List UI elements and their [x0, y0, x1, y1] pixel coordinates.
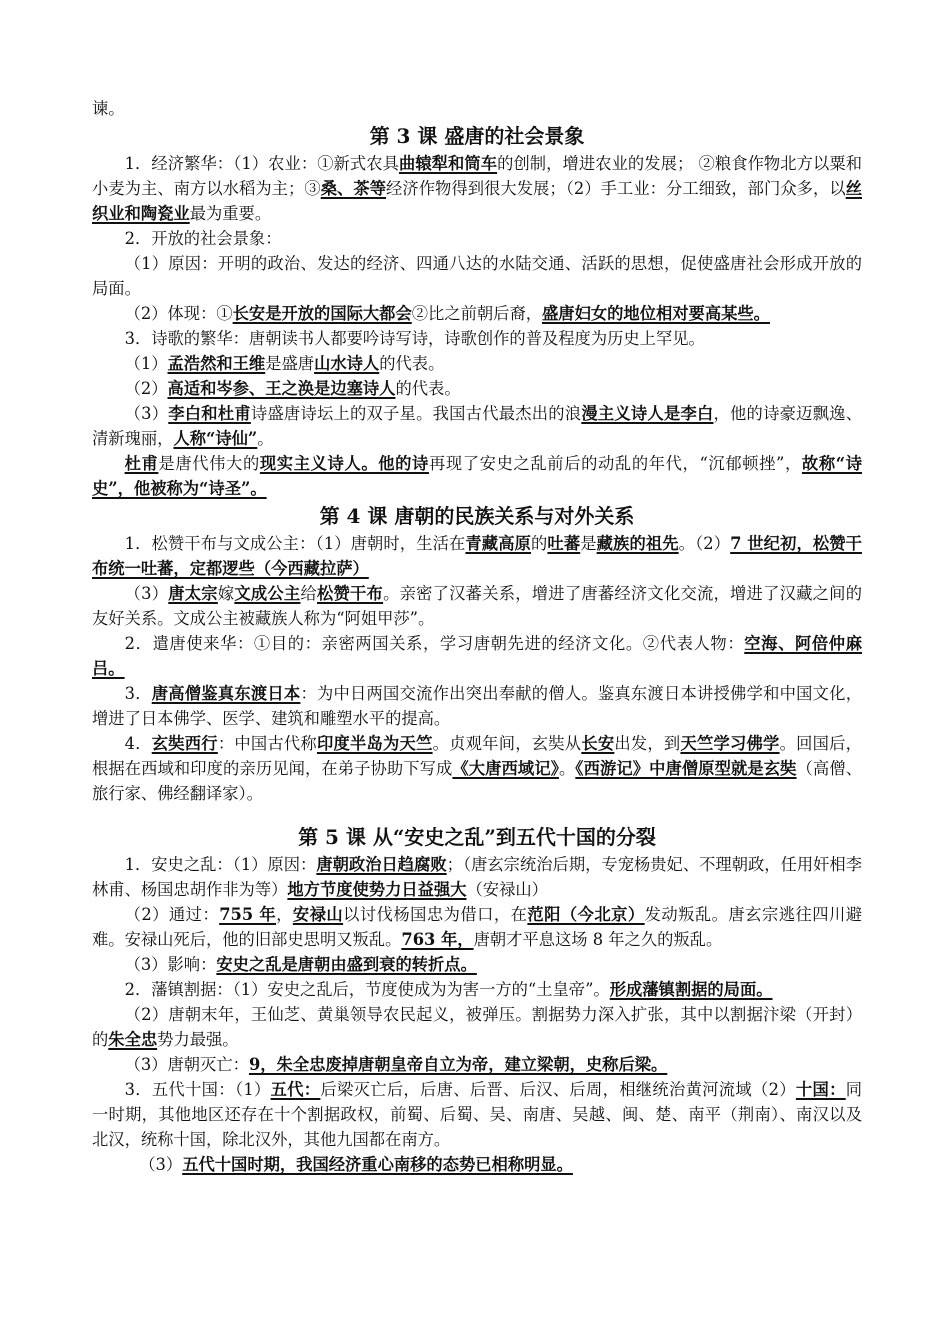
paragraph: [92, 326, 862, 351]
key-point-text: 漫主义诗人是李白: [581, 404, 714, 423]
paragraph: [92, 301, 862, 326]
key-point-text: 人称“诗仙”: [173, 429, 258, 448]
key-point-text: 松赞干布: [316, 584, 384, 603]
text-run: 2．遣唐使来华：①目的：亲密两国关系，学习唐朝先进的经济文化。②代表人物：: [124, 634, 745, 653]
paragraph: [92, 351, 862, 376]
paragraph: [92, 1002, 862, 1052]
text-run: ：为中日两国交流作出突出奉献的僧人。鉴真东渡日本讲授佛学和中国文化，增进了日本佛学、医学、建筑和雕塑水平的提高。: [92, 684, 862, 728]
key-point-text: 杜甫: [124, 454, 159, 473]
text-run: 经济作物得到很大发展；（2）手工业：分工细致，部门众多，以: [386, 179, 846, 198]
text-run: 诗盛唐诗坛上的双子星。我国古代最杰出的浪: [250, 404, 582, 423]
text-run: 再现了安史之乱前后的动乱的年代，“沉郁顿挫”，: [428, 454, 802, 473]
paragraph: [92, 952, 862, 977]
key-point-text: 长安: [581, 734, 615, 753]
text-run: 3．五代十国：（1）: [124, 1080, 271, 1099]
key-point-text: 盛唐妇女的地位相对要高某些。: [542, 304, 770, 323]
text-run: 。（2）: [678, 534, 731, 553]
key-point-text: 五代十国时期，我国经济重心南移的态势已相称明显。: [182, 1155, 573, 1174]
text-run: （1）: [124, 354, 168, 373]
paragraph: [92, 376, 862, 401]
text-run: （2）: [124, 379, 168, 398]
key-point-text: 玄奘西行: [151, 734, 218, 753]
text-run: 3．: [124, 684, 152, 703]
lesson-heading: [92, 501, 862, 531]
text-run: 的创制，增进农业的发展； ②粮食作物北方以粟和小麦为主、南方以水稻为主；③: [92, 154, 862, 198]
key-point-text: 地方节度使势力日益强大: [287, 880, 467, 899]
text-run: ，他的诗豪迈飘逸、清新瑰丽，: [92, 404, 862, 448]
key-point-text: 7 世纪初，松赞干布统一吐蕃，定都逻些（今西藏拉萨）: [92, 534, 862, 578]
text-run: （高僧、旅行家、佛经翻译家）。: [92, 759, 862, 803]
key-point-text: 长安是开放的国际大都会: [232, 304, 412, 323]
key-point-text: 唐高僧鉴真东渡日本: [151, 684, 301, 703]
key-point-text: 五代：: [270, 1080, 321, 1099]
text-run: 的代表。: [379, 354, 445, 373]
text-run: 。: [257, 429, 274, 448]
key-point-text: 丝织业和陶瓷业: [92, 179, 862, 223]
text-run: 谏。: [92, 99, 125, 118]
text-run: 的代表。: [395, 379, 461, 398]
key-point-text: 印度半岛为天竺: [316, 734, 433, 753]
text-run: ：中国古代称: [217, 734, 317, 753]
paragraph: [92, 151, 862, 226]
key-point-text: 唐太宗: [168, 584, 218, 603]
paragraph: [92, 451, 862, 501]
key-point-text: 唐朝政治日趋腐败: [316, 855, 447, 874]
text-run: （3）: [124, 404, 169, 423]
paragraph: [92, 531, 862, 581]
text-run: 后梁灭亡后，后唐、后晋、后汉、后周，相继统治黄河流域（2）: [320, 1080, 796, 1099]
text-run: 2．开放的社会景象：: [124, 229, 282, 248]
key-point-text: 曲辕犁和筒车: [398, 154, 498, 173]
key-point-text: 755 年: [219, 905, 277, 924]
text-run: （2）唐朝末年，王仙芝、黄巢领导农民起义，被弹压。割据势力深入扩张，其中以割据汴梁（开封）的: [92, 1005, 862, 1049]
paragraph: [92, 581, 862, 631]
key-point-text: 朱全忠: [108, 1030, 158, 1049]
text-run: ；（唐玄宗统治后期，专宠杨贵妃、不理朝政，任用奸相李林甫、杨国忠胡作非为等）: [92, 855, 863, 899]
text-run: 同一时期，其他地区还存在十个割据政权，前蜀、后蜀、吴、南唐、吴越、闽、楚、南平（荆南）、南汉以及北汉，统称十国，除北汉外，其他九国都在南方。: [92, 1080, 862, 1149]
key-point-text: 藏族的祖先: [596, 534, 679, 553]
text-run: 第 5 课 从“安史之乱”到五代十国的分裂: [298, 825, 656, 849]
document-page: [92, 96, 862, 1177]
text-run: 最为重要。: [189, 204, 272, 223]
text-run: （3）影响：: [124, 955, 217, 974]
text-run: 1．松赞干布与文成公主：（1）唐朝时，生活在: [124, 534, 466, 553]
key-point-text: 《大唐西域记》: [452, 759, 559, 778]
text-run: 嫁: [217, 584, 235, 603]
text-run: 是: [580, 534, 597, 553]
key-point-text: 范阳（今北京）: [527, 905, 645, 924]
key-point-text: 9，朱全忠废掉唐朝皇帝自立为帝，建立梁朝，史称后梁。: [248, 1055, 668, 1074]
text-run: （2）体现：①: [124, 304, 233, 323]
paragraph: [92, 977, 862, 1002]
key-point-text: 安史之乱是唐朝由盛到衰的转折点。: [216, 955, 477, 974]
text-run: 第 4 课 唐朝的民族关系与对外关系: [319, 504, 635, 528]
key-point-text: 天竺学习佛学: [680, 734, 780, 753]
text-run: 给: [300, 584, 317, 603]
text-run: 。贞观年间，玄奘从: [432, 734, 582, 753]
paragraph: [92, 226, 862, 251]
text-run: 以讨伐杨国忠为借口，在: [343, 905, 528, 924]
text-run: 4．: [124, 734, 152, 753]
text-run: 是盛唐: [265, 354, 315, 373]
key-point-text: 形成藩镇割据的局面。: [609, 980, 773, 999]
key-point-text: 763 年，: [401, 930, 474, 949]
key-point-text: 山水诗人: [314, 354, 380, 373]
key-point-text: 安禄山: [292, 905, 344, 924]
text-run: 势力最强。: [157, 1030, 239, 1049]
paragraph: [92, 96, 862, 121]
text-run: 发动叛乱。唐玄宗逃往四川避难。安禄山死后，他的旧部史思明又叛乱。: [92, 905, 862, 949]
text-run: 1．经济繁华：（1）农业：①新式农具: [124, 154, 399, 173]
text-run: 1．安史之乱：（1）原因：: [124, 855, 317, 874]
key-point-text: 青藏高原: [465, 534, 532, 553]
text-run: 2．藩镇割据：（1）安史之乱后，节度使成为为害一方的“土皇帝”。: [124, 980, 610, 999]
text-run: 的: [531, 534, 548, 553]
key-point-text: 文成公主: [234, 584, 301, 603]
text-run: （3）唐朝灭亡：: [124, 1055, 249, 1074]
key-point-text: 桑、茶等: [320, 179, 387, 198]
paragraph: [92, 401, 862, 451]
paragraph: [92, 731, 862, 806]
text-run: 3．诗歌的繁华：唐朝读书人都要吟诗写诗，诗歌创作的普及程度为历史上罕见。: [124, 329, 705, 348]
key-point-text: 高适和岑参、王之涣是边塞诗人: [167, 379, 396, 398]
paragraph: [92, 902, 862, 952]
key-point-text: 孟浩然和王维: [167, 354, 266, 373]
lesson-heading: [92, 822, 862, 852]
text-run: 出发，到: [614, 734, 681, 753]
paragraph: [92, 1052, 862, 1077]
text-run: 第 3 课 盛唐的社会景象: [369, 124, 585, 148]
text-run: （3）: [124, 584, 169, 603]
paragraph: [92, 631, 862, 681]
text-run: （2）通过：: [124, 905, 220, 924]
paragraph: [92, 852, 862, 902]
text-run: 。: [558, 759, 576, 778]
key-point-text: 《西游记》中唐僧原型就是玄奘: [575, 759, 797, 778]
text-run: 。回国后，根据在西域和印度的亲历见闻，在弟子协助下写成: [92, 734, 862, 778]
key-point-text: 故称“诗史”，他被称为“诗圣”。: [92, 454, 862, 498]
key-point-text: 李白和杜甫: [168, 404, 251, 423]
paragraph: [92, 251, 862, 301]
text-run: （安禄山）: [466, 880, 548, 899]
paragraph: [92, 1077, 862, 1152]
key-point-text: 空海、阿倍仲麻吕。: [92, 634, 862, 678]
text-run: 唐朝才平息这场 8 年之久的叛乱。: [473, 930, 723, 949]
text-run: ，: [276, 905, 293, 924]
text-run: ②比之前朝后裔，: [411, 304, 543, 323]
text-run: 。亲密了汉蕃关系，增进了唐蕃经济文化交流，增进了汉藏之间的友好关系。文成公主被藏族人称为“阿姐甲莎”。: [92, 584, 862, 628]
text-run: 是唐代伟大的: [158, 454, 260, 473]
paragraph: [92, 681, 862, 731]
text-run: （3）: [139, 1155, 183, 1174]
key-point-text: 现实主义诗人。他的诗: [259, 454, 429, 473]
text-run: （1）原因：开明的政治、发达的经济、四通八达的水陆交通、活跃的思想，促使盛唐社会形成开放的局面。: [92, 254, 862, 298]
paragraph: [92, 1152, 862, 1177]
lesson-heading: [92, 121, 862, 151]
key-point-text: 十国：: [795, 1080, 846, 1099]
key-point-text: 吐蕃: [547, 534, 581, 553]
